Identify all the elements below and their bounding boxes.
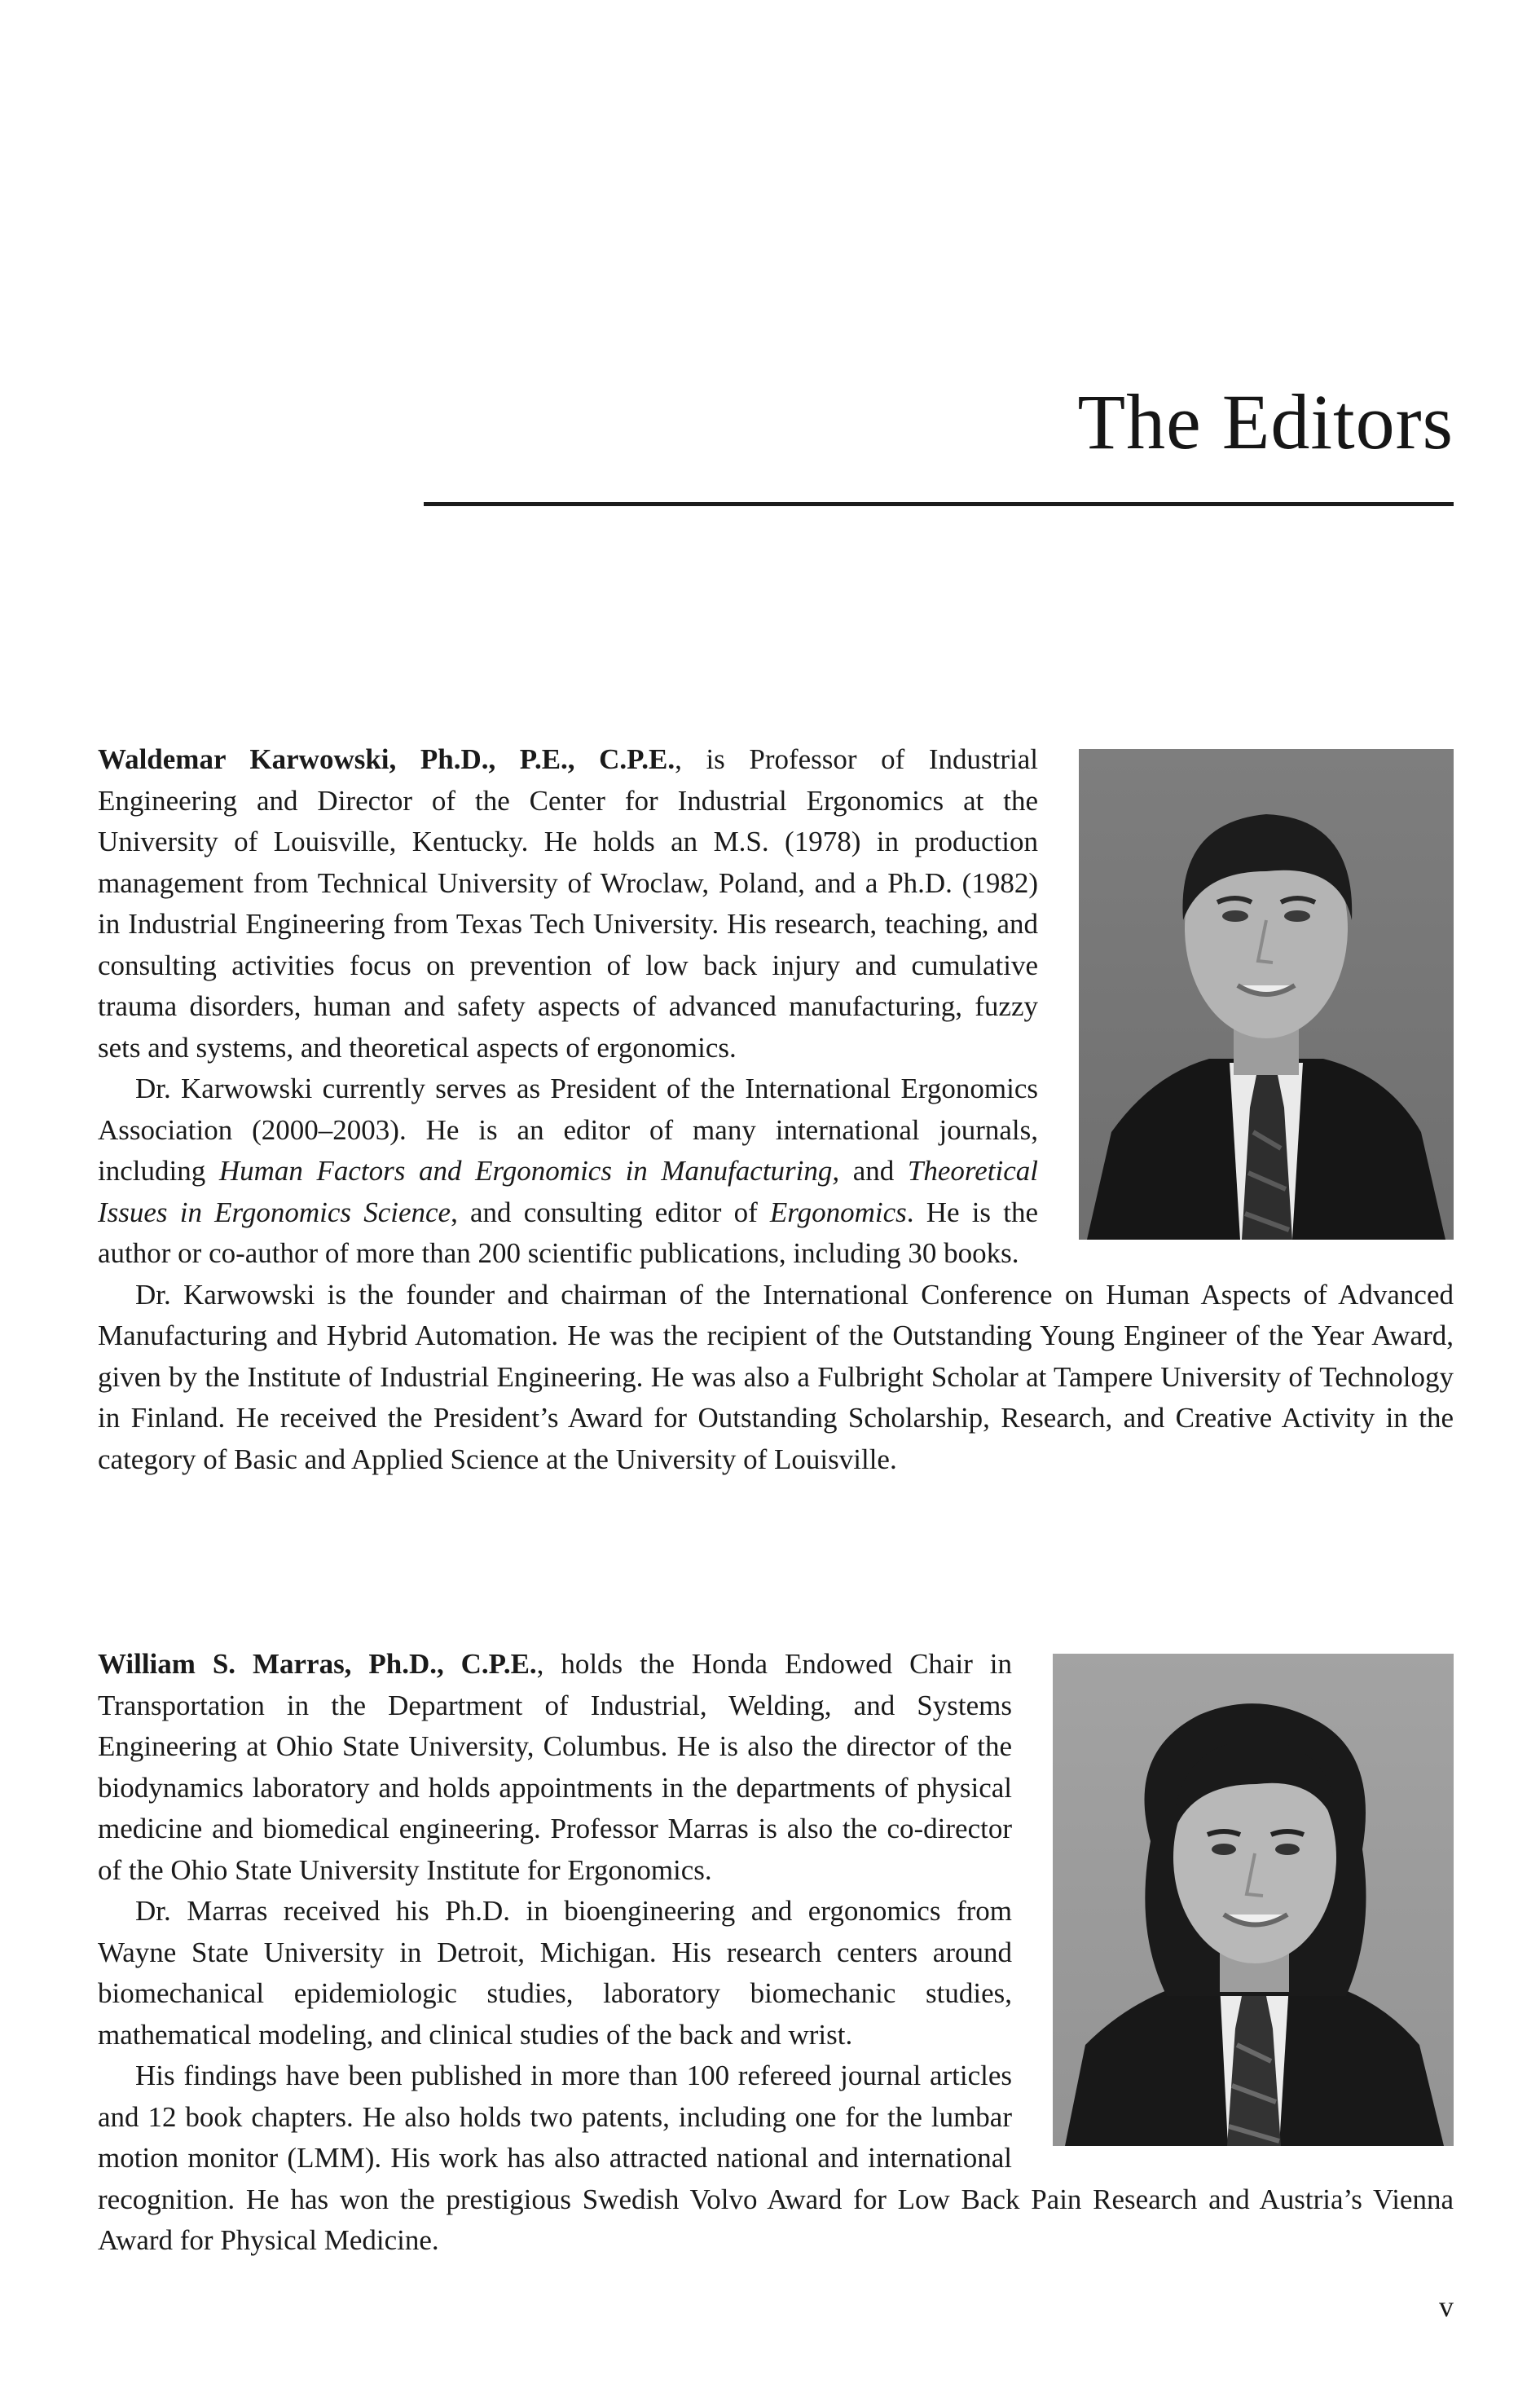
bio-paragraph: Dr. Karwowski is the founder and chairman of the International Conference on Human Aspects of Advanced Manufacturing and Hybrid Automation. He was the recipient of the Outstanding Young Engineer of the Year Award, given by the Institute of Industrial Engineering. He was also a Fulbright Scholar at Tampere University of Technology in Finland. He received the President’s Award for Outstanding Scholarship, Research, and Creative Activity in the category of Basic and Applied Science at the University of Louisville.	[98, 1278, 1454, 1475]
bio-text: , and consulting editor of	[451, 1196, 770, 1228]
bio-karwowski	[98, 739, 1454, 1480]
portrait-photo-karwowski	[1079, 749, 1454, 1240]
bio-text: . He is the author or co-author of more than 200 scientific publications, including 30 books.	[98, 1196, 1038, 1269]
editor-name: William S. Marras, Ph.D., C.P.E.	[98, 1648, 537, 1680]
title-rule	[424, 502, 1454, 506]
bio-text: Dr. Karwowski currently serves as President of the International Ergonomics Association (2000–2003). He is an editor of many international journals, including	[98, 1073, 1038, 1187]
page-title: The Editors	[1077, 378, 1454, 465]
portrait-photo-marras	[1053, 1654, 1454, 2146]
bio-marras	[98, 1644, 1454, 2262]
editor-name: Waldemar Karwowski, Ph.D., P.E., C.P.E.	[98, 743, 675, 775]
portrait-image	[1053, 1654, 1454, 2146]
bio-paragraph: His findings have been published in more than 100 refereed journal articles and 12 book chapters. He also holds two patents, including one for the lumbar motion monitor (LMM). His work has also attracted national and international recognition. He has won the prestigious Swedish Volvo Award for Low Back Pain Research and Austria’s Vienna Award for Physical Medicine.	[98, 2060, 1454, 2256]
bio-text: and	[839, 1155, 908, 1187]
bio-text: , holds the Honda Endowed Chair in Transportation in the Department of Industrial, Welding, and Systems Engineering at Ohio State University, Columbus. He is also the director of the biodynamics laboratory and holds appointments in the departments of physical medicine and biomedical engineering. Professor Marras is also the co-director of the Ohio State University Institute for Ergonomics.	[98, 1648, 1012, 1886]
journal-title: Human Factors and Ergonomics in Manufacturing,	[218, 1155, 840, 1187]
bio-text: , is Professor of Industrial Engineering and Director of the Center for Industrial Ergonomics at the University of Louisville, Kentucky. He holds an M.S. (1978) in production management from Technical University of Wroclaw, Poland, and a Ph.D. (1982) in Industrial Engineering from Texas Tech University. His research, teaching, and consulting activities focus on prevention of low back injury and cumulative trauma disorders, human and safety aspects of advanced manufacturing, fuzzy sets and systems, and theoretical aspects of ergonomics.	[98, 743, 1038, 1064]
portrait-image	[1079, 749, 1454, 1240]
journal-title: Ergonomics	[769, 1196, 907, 1228]
journal-title: Theoretical Issues in Ergonomics Science	[98, 1155, 1038, 1228]
bio-paragraph: Dr. Marras received his Ph.D. in bioengineering and ergonomics from Wayne State University in Detroit, Michigan. His research centers around biomechanical epidemiologic studies, laboratory biomechanic studies, mathematical modeling, and clinical studies of the back and wrist.	[98, 1895, 1012, 2051]
page-number: v	[1439, 2290, 1454, 2323]
